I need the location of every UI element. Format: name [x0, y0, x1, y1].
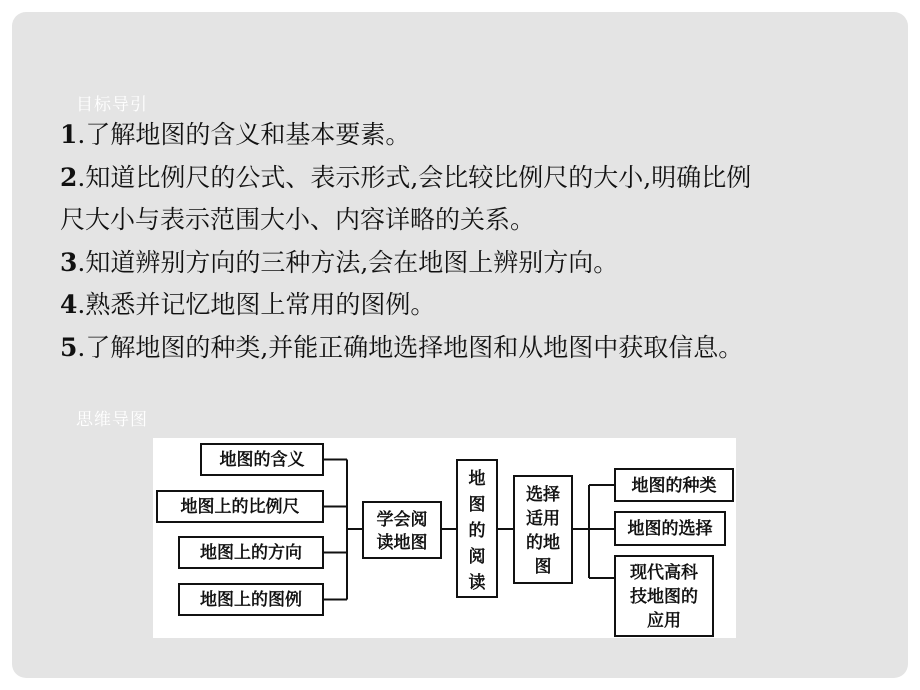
mind-map-diagram [153, 438, 736, 638]
node-map-reading-char1: 地 [468, 469, 486, 489]
objective-3: 3.知道辨别方向的三种方法,会在地图上辨别方向。 [60, 247, 619, 277]
node-map-reading-char2: 图 [468, 495, 486, 515]
objectives-list [60, 114, 860, 369]
node-select-map-line1: 选择 [526, 485, 560, 505]
section-label-goals: 目标导引 [76, 95, 148, 115]
node-map-legend-label: 地图上的图例 [200, 590, 302, 610]
node-select-map-line3: 的地 [526, 533, 560, 553]
mind-map-svg [153, 438, 736, 638]
node-learn-read-map-line2: 读地图 [376, 533, 428, 553]
node-select-map-line4: 图 [534, 557, 552, 577]
objective-4: 4.熟悉并记忆地图上常用的图例。 [60, 290, 436, 319]
node-learn-read-map-line1: 学会阅 [376, 510, 428, 530]
node-modern-hightech-maps-line3: 应用 [647, 611, 681, 631]
node-map-direction-label: 地图上的方向 [200, 543, 302, 563]
objective-5: 5.了解地图的种类,并能正确地选择地图和从地图中获取信息。 [60, 332, 744, 362]
node-map-reading-char5: 读 [468, 573, 486, 593]
node-map-reading-char3: 的 [468, 521, 486, 541]
node-modern-hightech-maps-line2: 技地图的 [630, 587, 698, 607]
connector-right-bracket [572, 485, 615, 578]
node-map-meaning-label: 地图的含义 [219, 450, 305, 470]
section-label-mindmap: 思维导图 [76, 410, 148, 430]
objective-1: 1.了解地图的含义和基本要素。 [60, 120, 411, 149]
node-modern-hightech-maps-line1: 现代高科 [630, 563, 698, 583]
node-map-scale-label: 地图上的比例尺 [180, 497, 300, 517]
node-select-map-line2: 适用 [526, 509, 560, 529]
node-map-reading-char4: 阅 [468, 547, 486, 567]
connector-left-bracket [323, 460, 363, 600]
node-map-selection-label: 地图的选择 [627, 519, 713, 539]
node-map-types-label: 地图的种类 [631, 476, 717, 496]
objective-2-continuation: 尺大小与表示范围大小、内容详略的关系。 [60, 205, 536, 234]
objective-2: 2.知道比例尺的公式、表示形式,会比较比例尺的大小,明确比例 [60, 162, 752, 192]
